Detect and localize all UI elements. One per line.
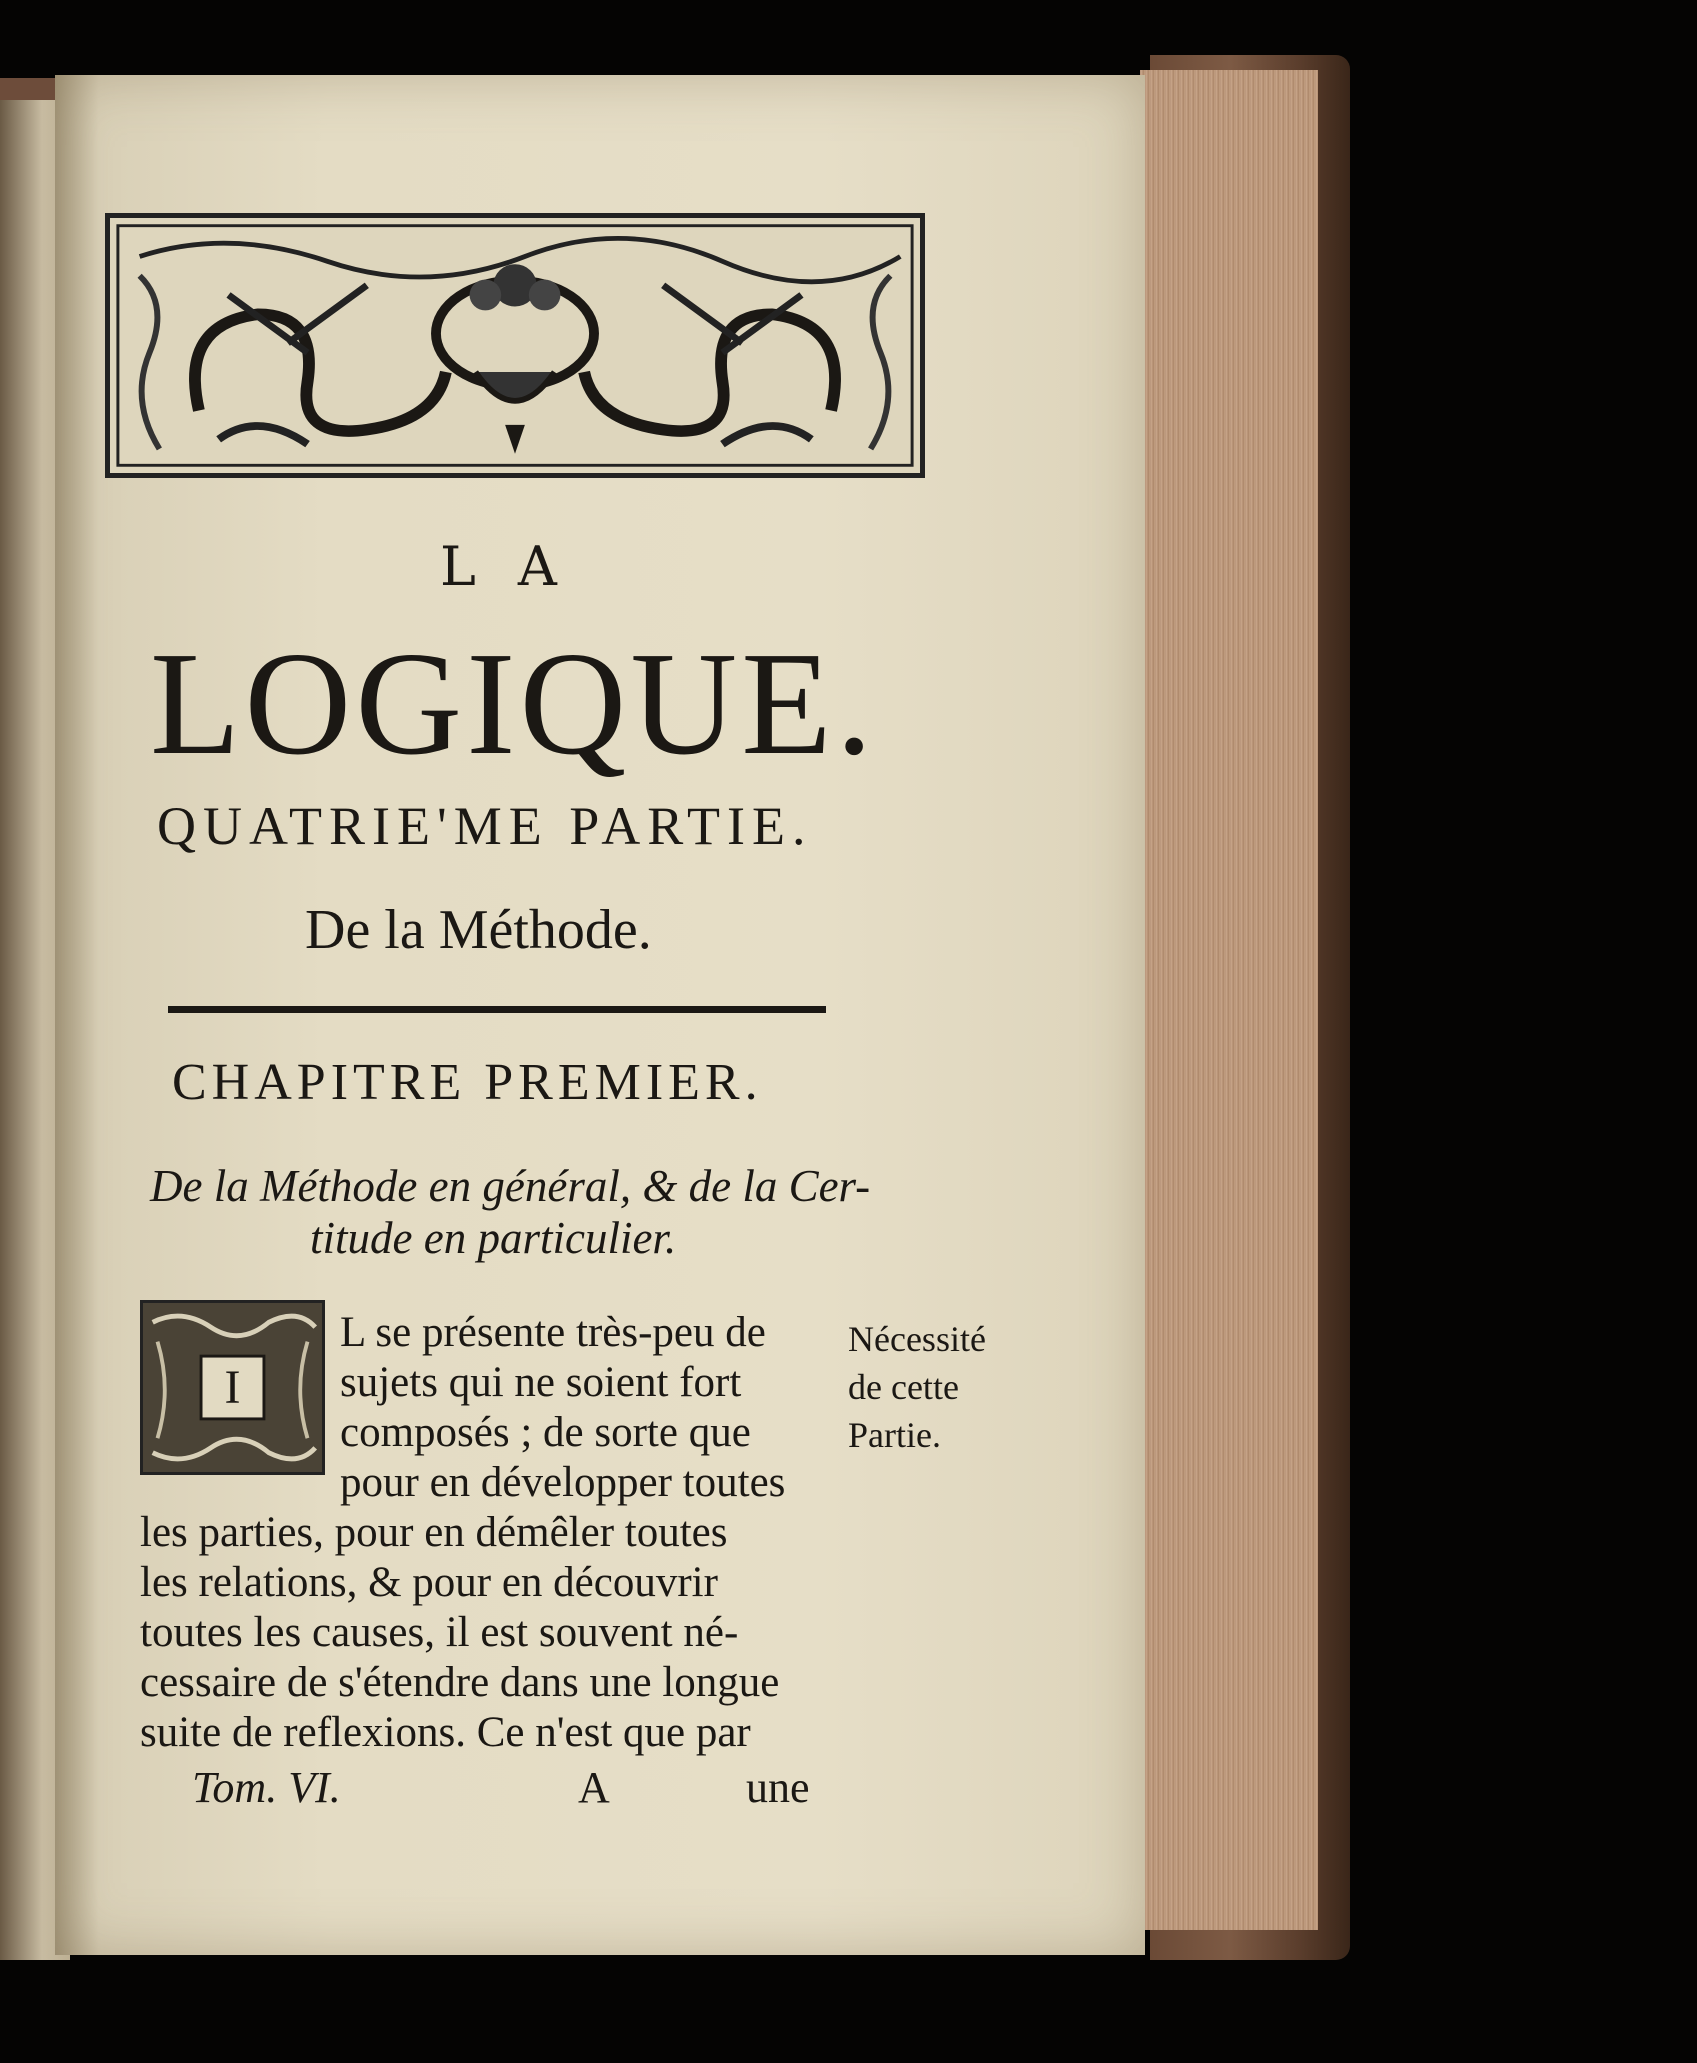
- body-line: L se présente très-peu de: [340, 1309, 766, 1356]
- margin-note-line: de cette: [848, 1367, 959, 1407]
- footer-signature: A: [578, 1763, 610, 1812]
- divider-rule: [168, 1006, 826, 1013]
- chapter-subtitle-line: titude en particulier.: [310, 1213, 677, 1263]
- margin-note-line: Nécessité: [848, 1319, 986, 1359]
- drop-cap-letter: I: [224, 1361, 241, 1414]
- body-line: les relations, & pour en découvrir: [140, 1559, 718, 1606]
- body-line: composés ; de sorte que: [340, 1409, 751, 1456]
- book-title: LOGIQUE.: [150, 622, 877, 786]
- title-article: LA: [440, 535, 599, 598]
- part-heading: QUATRIE'ME PARTIE.: [157, 796, 813, 856]
- footer-volume: Tom. VI.: [192, 1763, 341, 1812]
- body-line: toutes les causes, il est souvent né-: [140, 1609, 739, 1656]
- body-line: cessaire de s'étendre dans une longue: [140, 1659, 780, 1706]
- chapter-heading: CHAPITRE PREMIER.: [172, 1054, 763, 1111]
- section-heading: De la Méthode.: [305, 899, 652, 961]
- body-line: sujets qui ne soient fort: [340, 1359, 742, 1406]
- footer-catchword: une: [746, 1763, 810, 1812]
- body-line: suite de reflexions. Ce n'est que par: [140, 1709, 751, 1756]
- body-line: pour en développer toutes: [340, 1459, 786, 1506]
- headpiece-ornament: [105, 213, 925, 478]
- chapter-subtitle-line: De la Méthode en général, & de la Cer-: [150, 1161, 871, 1211]
- drop-cap-block: [140, 1300, 325, 1475]
- page-edges: [1140, 70, 1318, 1930]
- margin-note-line: Partie.: [848, 1415, 941, 1455]
- body-line: les parties, pour en démêler toutes: [140, 1509, 728, 1556]
